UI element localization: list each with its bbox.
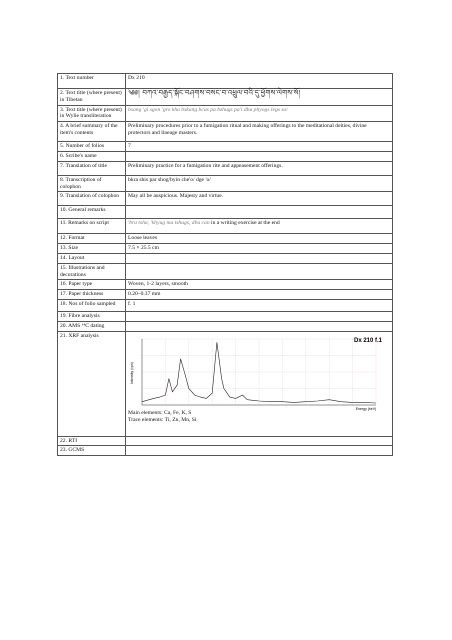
field-label: 11. Remarks on script (58, 219, 126, 234)
field-value: Loose leaves (126, 234, 393, 244)
table-row (58, 161, 393, 175)
field-label: 6. Scribe's name (58, 151, 126, 161)
table-row (58, 142, 393, 152)
table-row (58, 280, 393, 290)
table-row (58, 192, 393, 206)
metadata-table (57, 73, 393, 456)
field-value: Preliminary procedures prior to a fumigation ritual and making offerings to the meditational deities, divine protectors and lineage masters. (126, 122, 393, 142)
field-value: ༄༅། བཀའ་བརྒྱད་སྐོང་བཤགས་བསང་བ་འཕྲུལ་བའི་དུ་ཕྱོགས་ལེགས་སོ། (126, 89, 393, 106)
table-row (58, 244, 393, 254)
table-row (58, 105, 393, 122)
field-value (126, 206, 393, 219)
script-remark-tibetan: 'bru tsha, 'khyug ma tshugs, dbu can (128, 220, 210, 227)
field-label: 18. Nos of folio sampled (58, 299, 126, 311)
field-label: 13. Size (58, 244, 126, 254)
field-label: 1. Text number (58, 74, 126, 89)
xrf-spectrum-svg (128, 333, 384, 413)
table-row (58, 263, 393, 280)
field-value (126, 253, 393, 263)
table-row (58, 446, 393, 456)
field-value: May all be auspicious. Majesty and virtue. (126, 192, 393, 206)
field-label: 9. Translation of colophon (58, 192, 126, 206)
field-label: 17. Paper thickness (58, 290, 126, 300)
table-row (58, 89, 393, 106)
field-value (126, 436, 393, 446)
xrf-elements (128, 410, 196, 425)
field-value (126, 151, 393, 161)
table-row (58, 253, 393, 263)
field-label: 22. RTI (58, 436, 126, 446)
field-value: 7.5 × 25.5 cm (126, 244, 393, 254)
field-label: 4. A brief summary of the item's contents (58, 122, 126, 142)
field-label: 12. Format (58, 234, 126, 244)
table-row (58, 331, 393, 436)
script-remark-text: in a writing exercise at the end (209, 220, 280, 227)
table-row (58, 311, 393, 321)
field-value (126, 219, 393, 234)
field-label: 14. Layout (58, 253, 126, 263)
table-row (58, 234, 393, 244)
field-value: f. 1 (126, 299, 393, 311)
table-row (58, 206, 393, 219)
trace-elements: Trace elements: Ti, Zn, Mn, Si (128, 416, 197, 423)
xrf-cell (126, 331, 393, 436)
field-label: 23. GCMS (58, 446, 126, 456)
field-label: 2. Text title (where present) in Tibetan (58, 89, 126, 106)
main-elements: Main elements: Ca, Fe, K, S (128, 409, 192, 416)
table-row (58, 436, 393, 446)
table-row (58, 321, 393, 331)
field-label: 10. General remarks (58, 206, 126, 219)
table-row (58, 122, 393, 142)
field-value (126, 321, 393, 331)
field-label: 3. Text title (where present) in Wylie transliteration (58, 105, 126, 122)
field-label: 19. Fibre analysis (58, 311, 126, 321)
table-row (58, 290, 393, 300)
field-value (126, 263, 393, 280)
field-label: 15. Illustrations and decorations (58, 263, 126, 280)
field-value (126, 311, 393, 321)
field-label: 8. Transcription of colophon (58, 175, 126, 192)
field-value: Preliminary practice for a fumigation rite and appeasement offerings. (126, 161, 393, 175)
field-label: 16. Paper type (58, 280, 126, 290)
field-value (126, 446, 393, 456)
chart-title: Dx 210 f.1 (354, 337, 383, 344)
xrf-chart (128, 333, 390, 435)
table-row (58, 74, 393, 89)
y-axis-label: Intensity (cps) (130, 361, 134, 384)
field-value: 0.20–0.37 mm (126, 290, 393, 300)
field-value: bsang 'gi sgon 'gro kha bskang bcas pa bzhugs pa'i dbu phyogs legs so/ (126, 105, 393, 122)
field-value: Woven, 1-2 layers, smooth (126, 280, 393, 290)
x-axis-label: Energy (keV) (355, 406, 377, 411)
field-label: 20. AMS ¹⁴C dating (58, 321, 126, 331)
table-row (58, 175, 393, 192)
field-label: 7. Translation of title (58, 161, 126, 175)
field-label: 5. Number of folios (58, 142, 126, 152)
field-label: 21. XRF analysis (58, 331, 126, 436)
field-value: Dx 210 (126, 74, 393, 89)
table-row (58, 299, 393, 311)
table-row (58, 151, 393, 161)
field-value: bkra shis par shog/byin che'o/ dge 'o/ (126, 175, 393, 192)
table-row (58, 219, 393, 234)
field-value: 7 (126, 142, 393, 152)
